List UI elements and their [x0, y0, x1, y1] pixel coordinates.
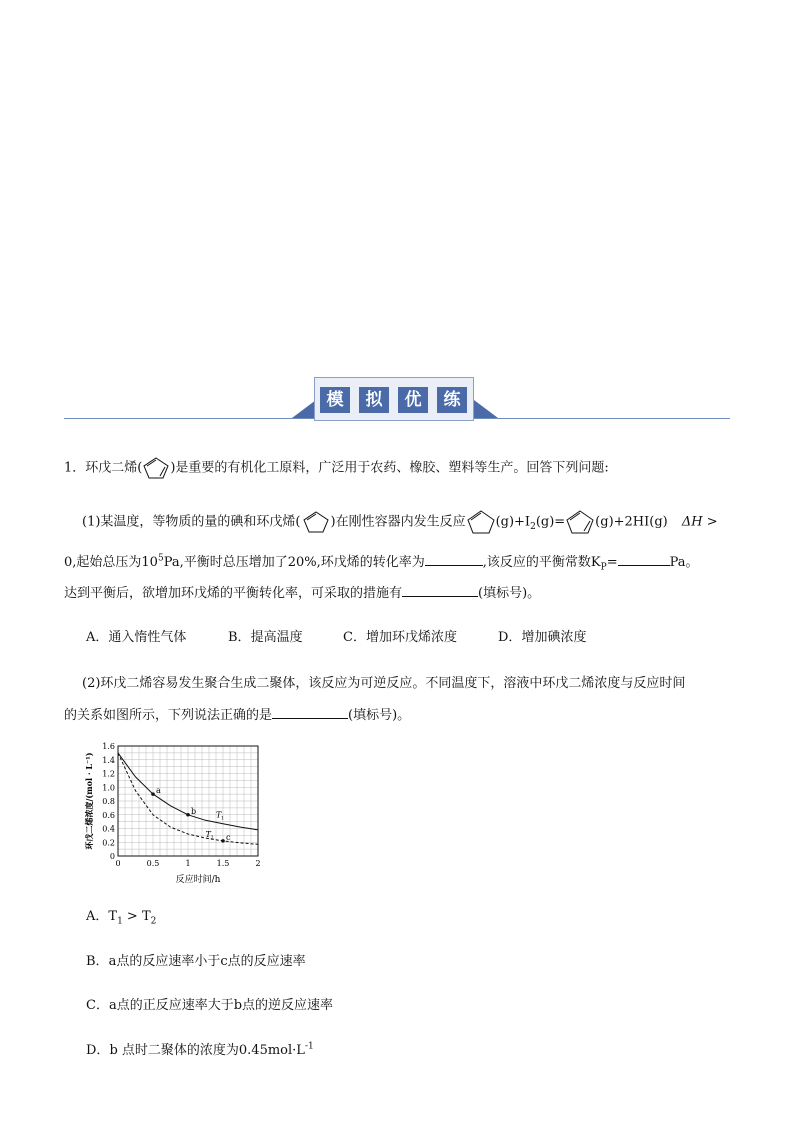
p2-option-c-label: C．	[86, 998, 109, 1013]
point-c	[221, 839, 225, 843]
x-tick-label: 2	[255, 859, 261, 868]
banner-char-2: 拟	[359, 387, 389, 413]
part1-line2	[64, 551, 699, 573]
header-rule-left	[64, 418, 314, 419]
p2-option-d-text-b: 0.45mol·L	[238, 1043, 305, 1058]
part2-line1: (2)环戊二烯容易发生聚合生成二聚体，该反应为可逆反应。不同温度下，溶液中环戊二烯浓度与反应时间	[82, 676, 686, 691]
t2-subscript: 2	[150, 916, 157, 927]
part2-line2-b: (填标号)。	[348, 708, 411, 723]
t2-symbol: T	[141, 909, 151, 924]
y-axis-label: 环戊二烯浓度/(mol · L⁻¹)	[84, 752, 94, 850]
banner-char-3: 优	[398, 387, 428, 413]
part1-text-d: (g)=	[535, 514, 566, 530]
option-c-text: 增加环戊烯浓度	[365, 630, 457, 645]
p2-option-b-text-c: 点的反应速率	[227, 954, 306, 969]
part1-text-a: (1)某温度，等物质的量的碘和环戊烯(	[82, 514, 301, 530]
point-a	[151, 792, 155, 796]
option-d-text: 增加碘浓度	[521, 630, 587, 645]
series-label-t1: T	[216, 810, 222, 820]
pressure-exponent: 5	[157, 553, 164, 564]
series-label-t2-sub: 2	[210, 834, 214, 841]
y-tick-label: 1.6	[102, 742, 115, 751]
part1-line3	[64, 582, 540, 601]
intro-text-b: )是重要的有机化工原料，广泛用于农药、橡胶、塑料等生产。回答下列问题:	[170, 460, 609, 476]
x-tick-label: 1	[185, 859, 191, 868]
pressure-increase: 20%	[287, 555, 317, 570]
series-label-t2: T	[205, 829, 211, 839]
point-label-b: b	[191, 806, 197, 816]
part2-option-d[interactable]	[86, 1039, 314, 1058]
part1-line3-a: 达到平衡后，欲增加环戊烯的平衡转化率，可采取的措施有	[64, 586, 403, 601]
kp-answer-blank[interactable]	[618, 553, 670, 566]
p2-option-a-label: A．	[86, 909, 109, 924]
part2-line2	[64, 704, 410, 723]
part2-answer-blank[interactable]	[272, 706, 348, 719]
delta-h: ΔH >	[681, 514, 718, 530]
p2-option-c-text-b: b	[233, 998, 243, 1013]
y-tick-label: 0.4	[102, 824, 115, 834]
p2-option-d-text-a: b 点时二聚体的浓度为	[109, 1043, 239, 1058]
x-tick-label: 0	[115, 859, 121, 868]
t1-symbol: T	[108, 909, 118, 924]
part1-option-c[interactable]	[343, 626, 457, 645]
p2-option-b-label: B．	[86, 954, 109, 969]
part2-option-b[interactable]	[86, 950, 306, 969]
iodine-subscript: 2	[530, 522, 536, 533]
cyclopentene-structure-icon	[301, 510, 331, 534]
p2-option-b-text-b: c	[220, 954, 228, 969]
y-tick-label: 1.0	[102, 783, 115, 793]
conversion-answer-blank[interactable]	[425, 553, 483, 566]
p2-option-d-sup: -1	[304, 1041, 314, 1052]
t1-subscript: 1	[117, 916, 123, 927]
y-tick-label: 0.6	[102, 810, 115, 820]
option-b-text: 提高温度	[250, 630, 303, 645]
question-intro	[64, 456, 609, 480]
y-tick-label: 1.4	[102, 755, 115, 765]
part1-text-b: )在刚性容器内发生反应	[330, 514, 466, 530]
part1-option-a[interactable]	[86, 626, 186, 645]
part1-option-b[interactable]	[228, 626, 303, 645]
measure-answer-blank[interactable]	[402, 584, 478, 597]
p2-option-c-text-c: 点的逆反应速率	[242, 998, 334, 1013]
series-label-t1-sub: 1	[221, 815, 225, 822]
point-label-a: a	[156, 786, 161, 796]
part1-line1	[82, 509, 718, 535]
banner-right-ornament	[474, 400, 498, 420]
option-c-label: C．	[343, 630, 366, 645]
option-d-label: D．	[498, 630, 522, 645]
kp-symbol: K	[590, 555, 601, 570]
x-tick-label: 1.5	[216, 859, 230, 868]
part1-text-c: (g)+I	[495, 514, 531, 530]
point-b	[186, 813, 190, 817]
part1-option-d[interactable]	[498, 626, 586, 645]
option-a-label: A．	[86, 630, 109, 645]
y-tick-label: 1.2	[102, 769, 115, 779]
cyclopentadiene-structure-icon	[142, 456, 170, 480]
y-tick-label: 0.2	[102, 838, 115, 848]
option-b-label: B．	[228, 630, 251, 645]
part1-line2-f: Pa。	[669, 555, 699, 570]
gt-symbol: >	[122, 909, 142, 924]
x-tick-label: 0.5	[146, 859, 160, 868]
concentration-time-chart	[82, 738, 266, 886]
p2-option-d-label: D．	[86, 1043, 110, 1058]
part1-text-e: (g)+2HI(g)	[595, 514, 668, 530]
part1-line2-b: Pa,平衡时总压增加了	[163, 555, 288, 570]
x-axis-label: 反应时间/h	[175, 875, 221, 885]
part1-line2-e: =	[606, 555, 618, 570]
initial-pressure: 10	[141, 555, 158, 570]
intro-text-a: 环戊二烯(	[85, 460, 143, 476]
y-tick-label: 0	[109, 852, 115, 861]
banner-char-4: 练	[437, 387, 467, 413]
part1-line2-a: 0,起始总压为	[64, 555, 142, 570]
part2-option-c[interactable]	[86, 994, 333, 1013]
y-tick-label: 0.8	[102, 797, 115, 806]
header-rule-right	[474, 418, 730, 419]
section-banner	[314, 377, 474, 421]
part1-line2-c: ,环戊烯的转化率为	[316, 555, 425, 570]
part2-option-a[interactable]	[86, 905, 157, 927]
banner-char-1: 模	[320, 387, 350, 413]
cyclopentene-reactant-icon	[466, 509, 496, 535]
p2-option-b-text-a: a点的反应速率小于	[108, 954, 221, 969]
part2-line2-a: 的关系如图所示，下列说法正确的是	[64, 708, 273, 723]
part1-line2-d: ,该反应的平衡常数	[482, 555, 591, 570]
p2-option-c-text-a: a点的正反应速率大于	[108, 998, 234, 1013]
kp-subscript: P	[600, 562, 607, 573]
point-label-c: c	[226, 832, 231, 842]
part1-line3-b: (填标号)。	[478, 586, 541, 601]
cyclopentadiene-product-icon	[565, 509, 595, 535]
option-a-text: 通入惰性气体	[108, 630, 187, 645]
banner-left-ornament	[292, 400, 316, 420]
question-number: 1．	[64, 460, 86, 476]
